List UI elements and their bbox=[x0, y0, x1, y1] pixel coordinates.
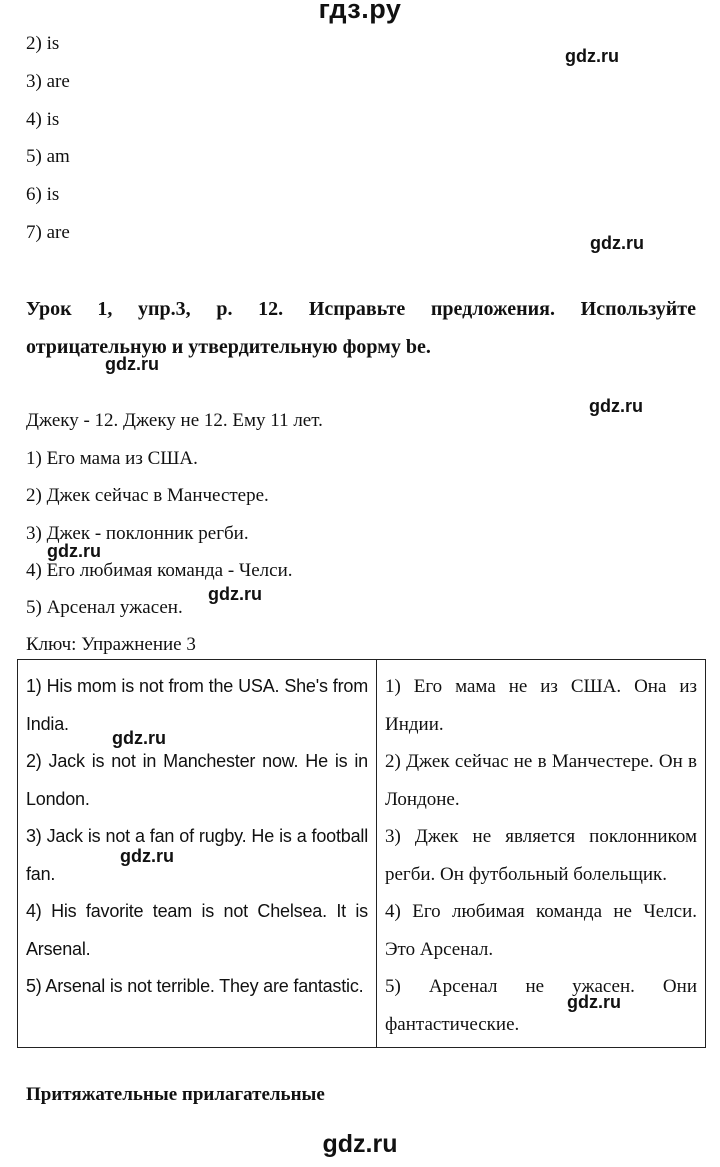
sentence-line: 1) Его мама из США. bbox=[26, 448, 198, 469]
key-russian-item: 2) Джек сейчас не в Манчестере. Он в Лондоне. bbox=[385, 751, 697, 810]
watermark: gdz.ru bbox=[112, 728, 166, 748]
next-section-heading: Притяжательные прилагательные bbox=[26, 1084, 325, 1105]
site-footer: gdz.ru bbox=[322, 1130, 398, 1158]
sentence-line: 4) Его любимая команда - Челси. bbox=[26, 560, 293, 581]
key-russian-item: 4) Его любимая команда не Челси. Это Арсенал. bbox=[385, 901, 697, 960]
key-english-item: 2) Jack is not in Manchester now. He is in London. bbox=[26, 751, 368, 809]
answer-line: 3) are bbox=[26, 71, 70, 92]
sentence-line: 3) Джек - поклонник регби. bbox=[26, 523, 249, 544]
key-english-item: 4) His favorite team is not Chelsea. It is Arsenal. bbox=[26, 901, 368, 959]
watermark: gdz.ru bbox=[590, 233, 644, 253]
answer-line: 4) is bbox=[26, 109, 60, 130]
sentence-line: 5) Арсенал ужасен. bbox=[26, 597, 183, 618]
site-header: гдз.ру bbox=[318, 0, 402, 24]
key-russian-item: 5) Арсенал не ужасен. Они фантастические. bbox=[385, 976, 697, 1035]
key-title: Ключ: Упражнение 3 bbox=[26, 634, 196, 655]
answer-line: 7) are bbox=[26, 222, 70, 243]
key-english-item: 3) Jack is not a fan of rugby. He is a football fan. bbox=[26, 826, 368, 884]
watermark: gdz.ru bbox=[567, 992, 621, 1012]
key-english-column bbox=[18, 660, 377, 1048]
sentence-line: 2) Джек сейчас в Манчестере. bbox=[26, 485, 269, 506]
answer-line: 6) is bbox=[26, 184, 60, 205]
key-russian-column bbox=[377, 660, 706, 1048]
example-sentence: Джеку - 12. Джеку не 12. Ему 11 лет. bbox=[26, 410, 323, 431]
answer-line: 5) am bbox=[26, 146, 70, 167]
lesson-heading-line2: отрицательную и утвердительную форму be. bbox=[26, 336, 431, 358]
watermark: gdz.ru bbox=[105, 354, 159, 374]
watermark: gdz.ru bbox=[120, 846, 174, 866]
key-english-item: 5) Arsenal is not terrible. They are fantastic. bbox=[26, 976, 364, 996]
watermark: gdz.ru bbox=[589, 396, 643, 416]
watermark: gdz.ru bbox=[565, 46, 619, 66]
lesson-heading-line1: Урок 1, упр.3, р. 12. Исправьте предложения. Используйте bbox=[26, 298, 696, 320]
key-english-item: 1) His mom is not from the USA. She's from India. bbox=[26, 676, 368, 734]
watermark: gdz.ru bbox=[208, 584, 262, 604]
key-russian-item: 3) Джек не является поклонником регби. Он футбольный болельщик. bbox=[385, 826, 697, 885]
watermark: gdz.ru bbox=[47, 541, 101, 561]
key-russian-item: 1) Его мама не из США. Она из Индии. bbox=[385, 676, 697, 735]
answer-line: 2) is bbox=[26, 33, 60, 54]
